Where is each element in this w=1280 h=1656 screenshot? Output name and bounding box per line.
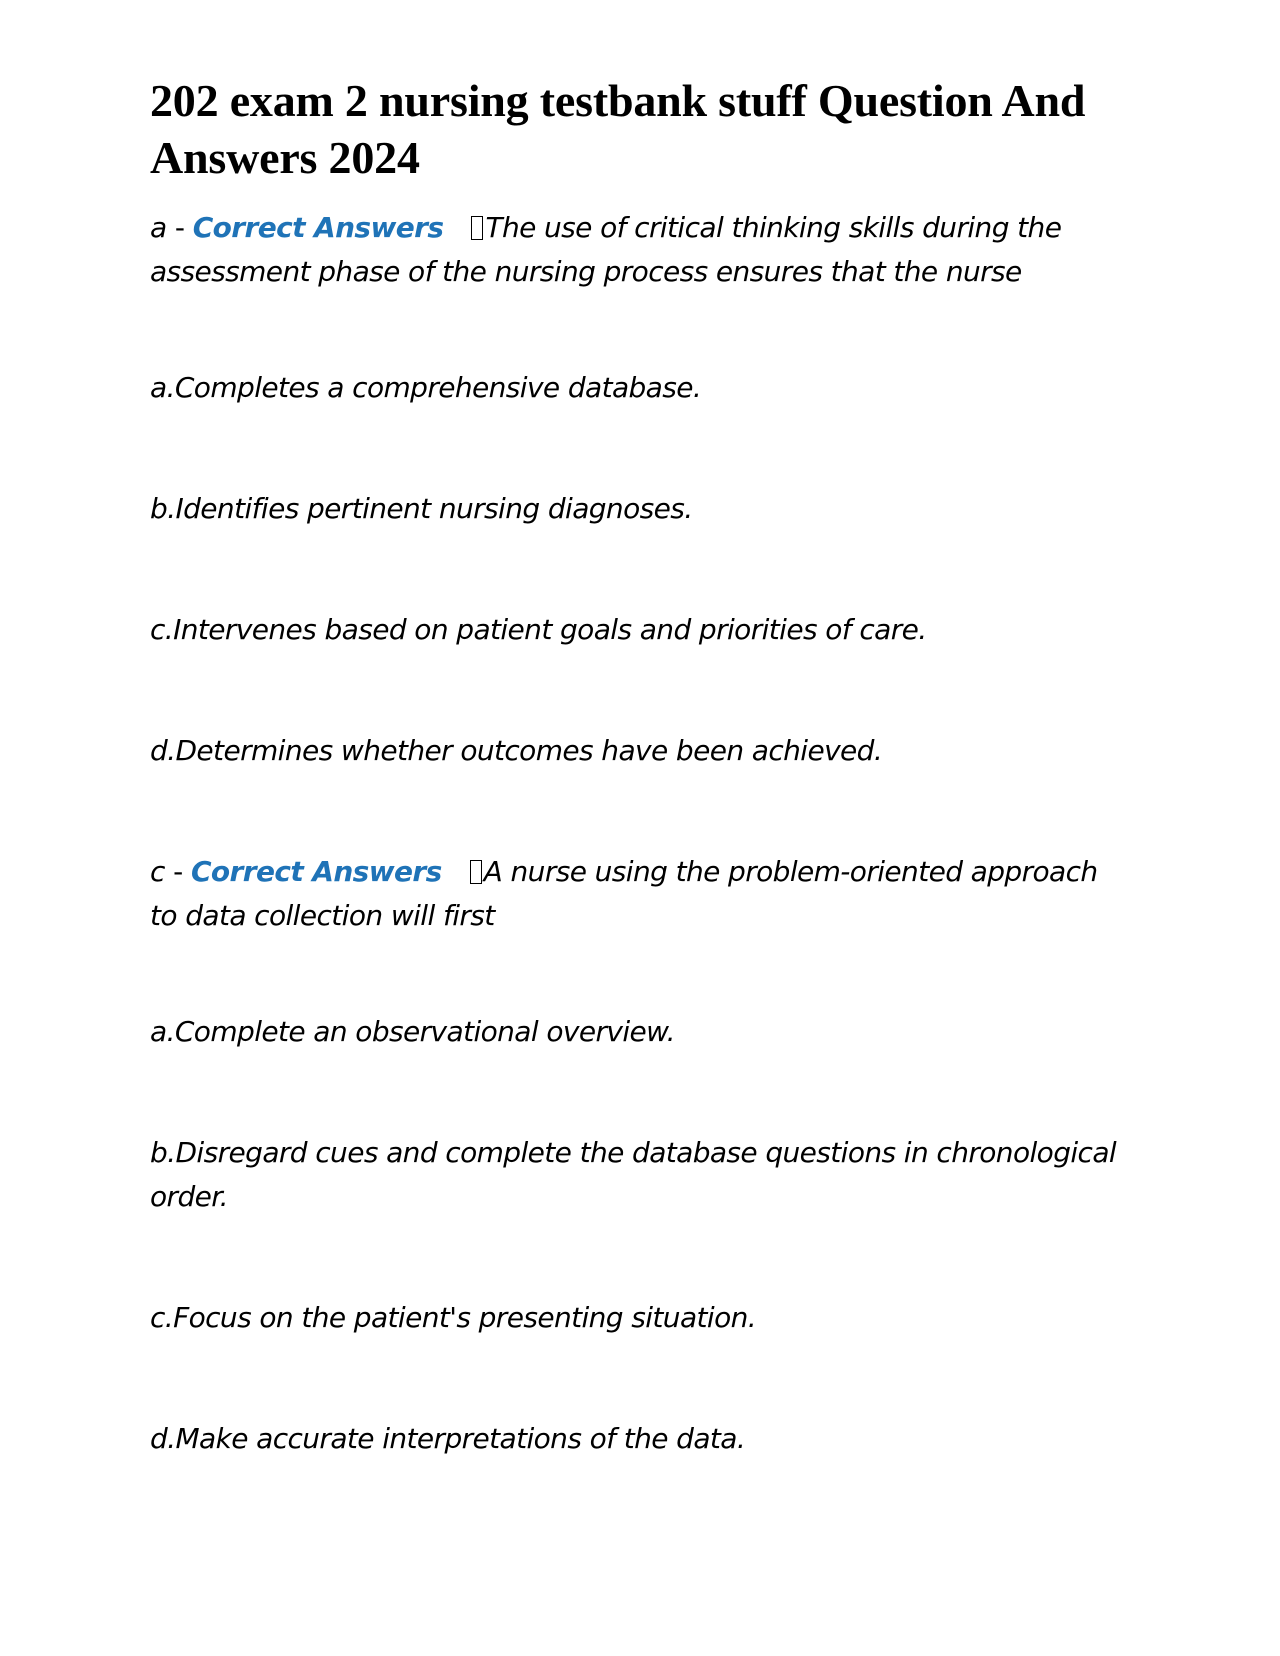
option-c: c.Focus on the patient's presenting situation. bbox=[150, 1301, 757, 1334]
answer-letter: c bbox=[150, 855, 165, 888]
document-page bbox=[150, 72, 1130, 1461]
document-title: 202 exam 2 nursing testbank stuff Question And Answers 2024 bbox=[150, 75, 1086, 183]
correct-answers-label: Correct Answers bbox=[192, 211, 444, 244]
answer-dash: - bbox=[174, 211, 185, 244]
option-c: c.Intervenes based on patient goals and priorities of care. bbox=[150, 613, 927, 646]
option-a: a.Completes a comprehensive database. bbox=[150, 371, 702, 404]
missing-glyph-box-icon bbox=[471, 216, 483, 240]
question-block bbox=[150, 850, 1130, 1461]
correct-answers-label: Correct Answers bbox=[190, 855, 442, 888]
missing-glyph-box-icon bbox=[470, 860, 482, 884]
option-d: d.Determines whether outcomes have been achieved. bbox=[150, 734, 883, 767]
option-a: a.Complete an observational overview. bbox=[150, 1015, 675, 1048]
question-text bbox=[150, 206, 1130, 294]
question-block bbox=[150, 206, 1130, 850]
option-b: b.Identifies pertinent nursing diagnoses. bbox=[150, 492, 693, 525]
answer-letter: a bbox=[150, 211, 167, 244]
answer-dash: - bbox=[173, 855, 183, 888]
option-b: b.Disregard cues and complete the database questions in chronological order. bbox=[150, 1136, 1117, 1213]
question-stem: The use of critical thinking skills during the assessment phase of the nursing process ensures that the nurse bbox=[150, 211, 1062, 288]
question-text bbox=[150, 850, 1130, 938]
option-d: d.Make accurate interpretations of the data. bbox=[150, 1422, 746, 1455]
question-stem: A nurse using the problem-oriented approach to data collection will first bbox=[150, 855, 1098, 932]
